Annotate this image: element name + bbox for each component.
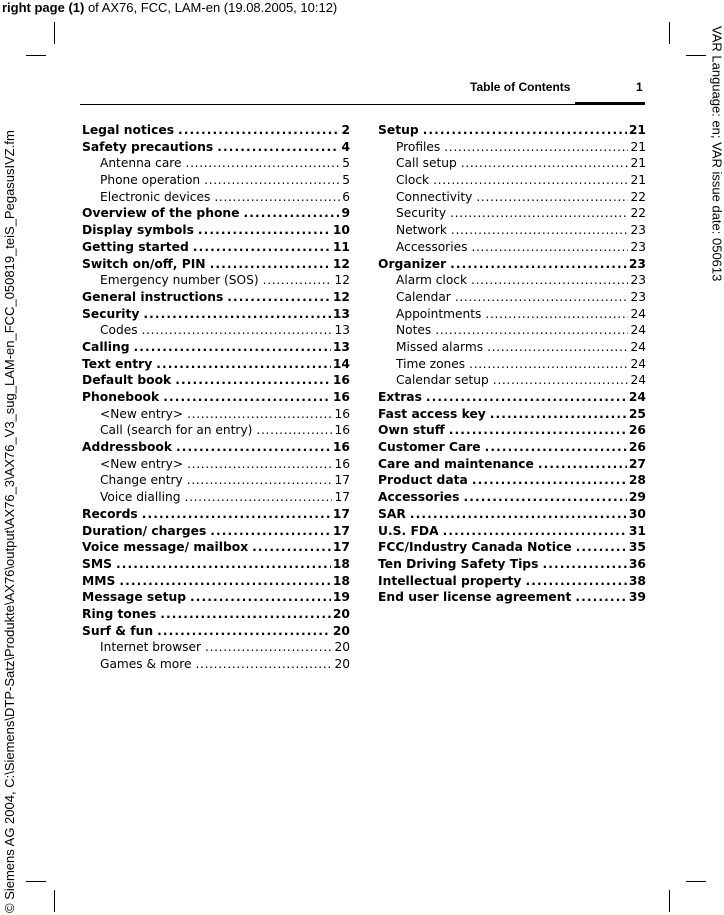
toc-entry-title: Fast access key xyxy=(378,406,486,421)
toc-entry-page: 36 xyxy=(628,556,646,571)
dot-leader xyxy=(538,456,627,473)
toc-entry-page: 20 xyxy=(334,657,350,671)
dot-leader xyxy=(256,422,332,439)
toc-entry[interactable] xyxy=(82,239,350,256)
toc-entry-page: 16 xyxy=(332,440,350,455)
language-issue-text: VAR Language: en; VAR issue date: 050613 xyxy=(709,26,724,282)
header-rule xyxy=(80,104,645,105)
toc-entry-page: 23 xyxy=(630,273,646,288)
dot-leader xyxy=(490,406,627,423)
toc-entry-page: 23 xyxy=(630,289,646,304)
toc-entry-page: 30 xyxy=(628,506,646,521)
dot-leader xyxy=(443,523,627,540)
toc-entry[interactable] xyxy=(378,256,646,273)
dot-leader xyxy=(487,339,628,356)
dot-leader xyxy=(142,506,331,523)
toc-entry-page: 23 xyxy=(630,239,646,254)
toc-entry-title: End user license agreement xyxy=(378,590,572,605)
dot-leader xyxy=(187,472,333,489)
dot-leader xyxy=(423,122,627,139)
toc-entry[interactable] xyxy=(378,339,646,356)
toc-entry-title: MMS xyxy=(82,573,116,588)
dot-leader xyxy=(485,306,628,323)
dot-leader xyxy=(210,256,331,273)
toc-entry-page: 19 xyxy=(332,590,350,605)
dot-leader xyxy=(186,155,341,172)
toc-entry-title: U.S. FDA xyxy=(378,523,439,538)
toc-entry[interactable] xyxy=(378,539,646,556)
toc-entry-page: 21 xyxy=(630,173,646,188)
dot-leader xyxy=(217,139,339,156)
dot-leader xyxy=(469,356,628,373)
toc-entry-page: 17 xyxy=(334,473,350,488)
toc-entry[interactable] xyxy=(378,406,646,423)
toc-entry[interactable] xyxy=(378,189,646,206)
dot-leader xyxy=(455,289,629,306)
dot-leader xyxy=(476,189,628,206)
toc-entry-title: Customer Care xyxy=(378,440,481,455)
dot-leader xyxy=(160,606,331,623)
toc-entry[interactable] xyxy=(378,322,646,339)
dot-leader xyxy=(214,189,340,206)
dot-leader xyxy=(185,489,333,506)
toc-entry[interactable] xyxy=(82,306,350,323)
toc-entry-page: 27 xyxy=(628,456,646,471)
toc-entry-page: 14 xyxy=(332,356,350,371)
dot-leader xyxy=(435,322,628,339)
dot-leader xyxy=(205,639,332,656)
toc-entry[interactable] xyxy=(82,589,350,606)
toc-entry-page: 12 xyxy=(334,273,350,288)
toc-entry-title: Voice dialling xyxy=(100,490,181,505)
dot-leader xyxy=(116,556,331,573)
toc-entry-page: 18 xyxy=(332,556,350,571)
toc-entry-page: 25 xyxy=(628,406,646,421)
toc-entry[interactable] xyxy=(82,573,350,590)
dot-leader xyxy=(157,623,331,640)
toc-entry[interactable] xyxy=(378,306,646,323)
toc-entry[interactable] xyxy=(82,372,350,389)
dot-leader xyxy=(493,372,629,389)
toc-entry-title: Alarm clock xyxy=(396,273,468,288)
toc-entry-page: 18 xyxy=(332,573,350,588)
toc-entry-title: Codes xyxy=(100,323,138,338)
toc-entry-page: 26 xyxy=(628,440,646,455)
toc-entry[interactable] xyxy=(378,456,646,473)
dot-leader xyxy=(542,556,626,573)
toc-entry-title: Own stuff xyxy=(378,423,445,438)
toc-entry-title: Call setup xyxy=(396,156,457,171)
dot-leader xyxy=(450,205,628,222)
dot-leader xyxy=(204,172,340,189)
toc-entry-title: Accessories xyxy=(378,490,460,505)
dot-leader xyxy=(525,573,626,590)
toc-entry[interactable] xyxy=(82,556,350,573)
toc-entry[interactable] xyxy=(82,139,350,156)
toc-entry-title: Notes xyxy=(396,323,432,338)
toc-entry[interactable] xyxy=(378,122,646,139)
toc-entry[interactable] xyxy=(82,656,350,673)
dot-leader xyxy=(143,306,330,323)
header-rule-accent xyxy=(575,102,645,105)
toc-entry-title: Missed alarms xyxy=(396,339,484,354)
toc-entry-page: 17 xyxy=(332,540,350,555)
toc-entry-title: Clock xyxy=(396,173,430,188)
toc-entry[interactable] xyxy=(378,589,646,606)
dot-leader xyxy=(252,539,331,556)
crop-mark xyxy=(26,55,46,56)
toc-entry-title: <New entry> xyxy=(100,406,184,421)
dot-leader xyxy=(485,439,627,456)
toc-entry-title: Change entry xyxy=(100,473,183,488)
toc-entry[interactable] xyxy=(378,489,646,506)
toc-entry[interactable] xyxy=(82,205,350,222)
crop-mark xyxy=(669,22,670,44)
toc-entry-title: Security xyxy=(396,206,447,221)
toc-entry[interactable] xyxy=(82,606,350,623)
crop-mark xyxy=(54,22,55,44)
toc-entry-title: Addressbook xyxy=(82,440,173,455)
toc-entry-title: Calendar setup xyxy=(396,373,489,388)
toc-entry[interactable] xyxy=(82,222,350,239)
toc-entry-page: 12 xyxy=(332,289,350,304)
toc-entry-page: 5 xyxy=(342,156,350,171)
toc-entry-page: 38 xyxy=(628,573,646,588)
toc-entry[interactable] xyxy=(378,155,646,172)
toc-entry[interactable] xyxy=(378,573,646,590)
toc-entry-title: Games & more xyxy=(100,657,192,671)
dot-leader xyxy=(451,222,629,239)
toc-entry-page: 17 xyxy=(332,523,350,538)
dot-leader xyxy=(178,122,339,139)
dot-leader xyxy=(461,155,629,172)
dot-leader xyxy=(444,139,628,156)
crop-mark xyxy=(686,881,706,882)
toc-entry-page: 21 xyxy=(630,156,646,171)
dot-leader xyxy=(472,472,627,489)
toc-entry[interactable] xyxy=(378,356,646,373)
toc-entry-title: Duration/ charges xyxy=(82,523,207,538)
toc-entry-page: 29 xyxy=(628,490,646,505)
toc-entry-title: Calling xyxy=(82,339,130,354)
left-margin xyxy=(0,0,18,915)
dot-leader xyxy=(195,656,332,673)
toc-entry[interactable] xyxy=(82,523,350,540)
dot-leader xyxy=(187,456,332,473)
toc-entry[interactable] xyxy=(378,272,646,289)
toc-entry-page: 16 xyxy=(332,390,350,404)
toc-column-left xyxy=(82,122,350,673)
toc-entry[interactable] xyxy=(82,489,350,506)
toc-entry-title: Internet browser xyxy=(100,640,202,655)
toc-entry-title: SMS xyxy=(82,556,112,571)
toc-entry-title: Setup xyxy=(378,123,419,137)
toc-entry[interactable] xyxy=(82,389,350,406)
toc-entry-title: FCC/Industry Canada Notice xyxy=(378,540,572,555)
toc-entry-title: Call (search for an entry) xyxy=(100,423,253,438)
toc-entry-title: Antenna care xyxy=(100,156,182,171)
dot-leader xyxy=(450,256,627,273)
toc-entry-page: 16 xyxy=(334,406,350,421)
toc-entry[interactable] xyxy=(82,539,350,556)
dot-leader xyxy=(163,389,331,406)
toc-entry[interactable] xyxy=(82,623,350,640)
toc-entry-page: 22 xyxy=(630,206,646,221)
toc-entry[interactable] xyxy=(378,556,646,573)
toc-entry-page: 2 xyxy=(341,123,350,137)
toc-entry[interactable] xyxy=(82,439,350,456)
dot-leader xyxy=(463,489,626,506)
toc-entry-page: 24 xyxy=(630,373,646,388)
toc-entry-page: 23 xyxy=(628,256,646,271)
crop-mark xyxy=(54,890,55,912)
toc-entry-title: Profiles xyxy=(396,139,441,154)
dot-leader xyxy=(410,506,627,523)
toc-entry[interactable] xyxy=(378,222,646,239)
toc-entry-title: Getting started xyxy=(82,239,189,254)
toc-entry-page: 26 xyxy=(628,423,646,438)
toc-entry-page: 16 xyxy=(334,456,350,471)
toc-entry[interactable] xyxy=(82,406,350,423)
toc-entry-title: Display symbols xyxy=(82,223,194,238)
toc-entry[interactable] xyxy=(82,189,350,206)
dot-leader xyxy=(471,239,628,256)
toc-entry-title: Connectivity xyxy=(396,189,473,204)
toc-entry[interactable] xyxy=(82,172,350,189)
toc-entry-page: 6 xyxy=(342,189,350,204)
toc-entry[interactable] xyxy=(378,472,646,489)
dot-leader xyxy=(210,523,331,540)
toc-entry-page: 20 xyxy=(332,623,350,638)
toc-entry-page: 13 xyxy=(334,323,350,338)
toc-entry-title: Default book xyxy=(82,373,172,388)
toc-entry-title: Phone operation xyxy=(100,173,201,188)
toc-entry-title: <New entry> xyxy=(100,456,184,471)
document-meta-line xyxy=(2,0,337,16)
running-header-title: Table of Contents xyxy=(470,80,571,94)
dot-leader xyxy=(134,339,331,356)
toc-entry-page: 20 xyxy=(334,640,350,655)
toc-entry-title: Ten Driving Safety Tips xyxy=(378,556,539,571)
toc-entry-title: Care and maintenance xyxy=(378,456,534,471)
toc-entry-page: 17 xyxy=(334,490,350,505)
toc-entry-page: 22 xyxy=(630,189,646,204)
toc-entry-page: 24 xyxy=(630,306,646,321)
dot-leader xyxy=(176,439,331,456)
toc-entry[interactable] xyxy=(378,239,646,256)
toc-entry-title: Network xyxy=(396,223,447,238)
toc-entry[interactable] xyxy=(82,322,350,339)
toc-entry[interactable] xyxy=(82,256,350,273)
dot-leader xyxy=(227,289,331,306)
dot-leader xyxy=(263,272,333,289)
toc-entry-title: Message setup xyxy=(82,590,187,605)
toc-entry[interactable] xyxy=(82,639,350,656)
toc-entry-title: Extras xyxy=(378,390,422,404)
toc-entry-title: Overview of the phone xyxy=(82,206,240,221)
crop-mark xyxy=(26,881,46,882)
toc-entry-page: 11 xyxy=(332,239,350,254)
toc-entry-title: Text entry xyxy=(82,356,153,371)
toc-entry[interactable] xyxy=(82,506,350,523)
dot-leader xyxy=(119,573,331,590)
dot-leader xyxy=(575,589,626,606)
dot-leader xyxy=(187,406,332,423)
toc-entry[interactable] xyxy=(82,472,350,489)
toc-entry[interactable] xyxy=(378,372,646,389)
toc-entry[interactable] xyxy=(82,456,350,473)
file-path-text: © Siemens AG 2004, C:\Siemens\DTP-Satz\Produkte\AX76\output\AX76_3\AX76_V3_sug_LAM-en_FCC_050819_teiS_PegasusIVZ.fm xyxy=(2,130,17,913)
dot-leader xyxy=(142,322,333,339)
toc-entry[interactable] xyxy=(82,289,350,306)
toc-entry-title: Time zones xyxy=(396,356,466,371)
toc-entry[interactable] xyxy=(82,122,350,139)
dot-leader xyxy=(198,222,331,239)
toc-entry-page: 10 xyxy=(332,223,350,238)
toc-entry-page: 16 xyxy=(332,373,350,388)
toc-entry-page: 23 xyxy=(630,223,646,238)
toc-entry-title: Legal notices xyxy=(82,123,175,137)
toc-entry-title: Appointments xyxy=(396,306,482,321)
toc-entry[interactable] xyxy=(82,155,350,172)
toc-entry-title: Safety precautions xyxy=(82,139,214,154)
dot-leader xyxy=(471,272,628,289)
toc-entry[interactable] xyxy=(82,339,350,356)
toc-entry[interactable] xyxy=(378,172,646,189)
toc-entry-page: 24 xyxy=(630,323,646,338)
crop-mark xyxy=(686,55,706,56)
toc-entry[interactable] xyxy=(378,422,646,439)
toc-entry[interactable] xyxy=(82,422,350,439)
dot-leader xyxy=(576,539,627,556)
toc-entry-page: 31 xyxy=(628,523,646,538)
toc-entry-page: 28 xyxy=(628,473,646,488)
toc-entry[interactable] xyxy=(378,389,646,406)
toc-entry-title: Records xyxy=(82,506,138,521)
toc-entry-page: 24 xyxy=(630,356,646,371)
right-margin xyxy=(706,0,724,915)
toc-entry-page: 17 xyxy=(332,506,350,521)
toc-entry-title: Voice message/ mailbox xyxy=(82,540,249,555)
toc-entry-title: Surf & fun xyxy=(82,623,154,638)
toc-entry[interactable] xyxy=(378,439,646,456)
toc-entry-page: 21 xyxy=(630,139,646,154)
toc-entry-page: 35 xyxy=(628,540,646,555)
toc-entry-page: 24 xyxy=(628,390,646,404)
toc-entry-page: 39 xyxy=(628,590,646,605)
toc-entry-title: Calendar xyxy=(396,289,451,304)
toc-entry-page: 12 xyxy=(332,256,350,271)
dot-leader xyxy=(190,589,331,606)
toc-entry-title: Organizer xyxy=(378,256,447,271)
document-meta-info: of AX76, FCC, LAM-en (19.08.2005, 10:12) xyxy=(84,0,338,15)
toc-entry-title: Emergency number (SOS) xyxy=(100,273,259,288)
dot-leader xyxy=(449,422,627,439)
toc-entry-title: Accessories xyxy=(396,239,468,254)
toc-entry-title: Security xyxy=(82,306,140,321)
toc-entry[interactable] xyxy=(378,205,646,222)
toc-entry-page: 24 xyxy=(630,339,646,354)
toc-entry-title: SAR xyxy=(378,506,406,521)
toc-entry-page: 13 xyxy=(332,339,350,354)
toc-entry-page: 4 xyxy=(341,139,350,154)
toc-column-right xyxy=(378,122,646,606)
dot-leader xyxy=(433,172,628,189)
toc-entry[interactable] xyxy=(378,139,646,156)
dot-leader xyxy=(244,205,340,222)
toc-entry[interactable] xyxy=(378,506,646,523)
toc-entry-page: 16 xyxy=(334,423,350,438)
toc-entry[interactable] xyxy=(82,272,350,289)
toc-entry-title: General instructions xyxy=(82,289,224,304)
toc-entry-page: 5 xyxy=(342,173,350,188)
toc-entry-title: Intellectual property xyxy=(378,573,522,588)
toc-entry[interactable] xyxy=(378,289,646,306)
toc-entry-title: Phonebook xyxy=(82,390,160,404)
page-label: right page (1) xyxy=(2,0,85,15)
crop-mark xyxy=(669,890,670,912)
toc-entry-page: 20 xyxy=(332,606,350,621)
toc-entry-title: Switch on/off, PIN xyxy=(82,256,206,271)
toc-entry-title: Product data xyxy=(378,473,468,488)
dot-leader xyxy=(175,372,331,389)
toc-entry-title: Ring tones xyxy=(82,606,157,621)
dot-leader xyxy=(193,239,331,256)
toc-entry[interactable] xyxy=(378,523,646,540)
toc-entry[interactable] xyxy=(82,356,350,373)
toc-entry-page: 21 xyxy=(628,123,646,137)
page-number: 1 xyxy=(636,80,643,94)
dot-leader xyxy=(156,356,331,373)
toc-entry-title: Electronic devices xyxy=(100,189,211,204)
dot-leader xyxy=(426,389,627,406)
toc-entry-page: 13 xyxy=(332,306,350,321)
toc-entry-page: 9 xyxy=(341,206,350,221)
